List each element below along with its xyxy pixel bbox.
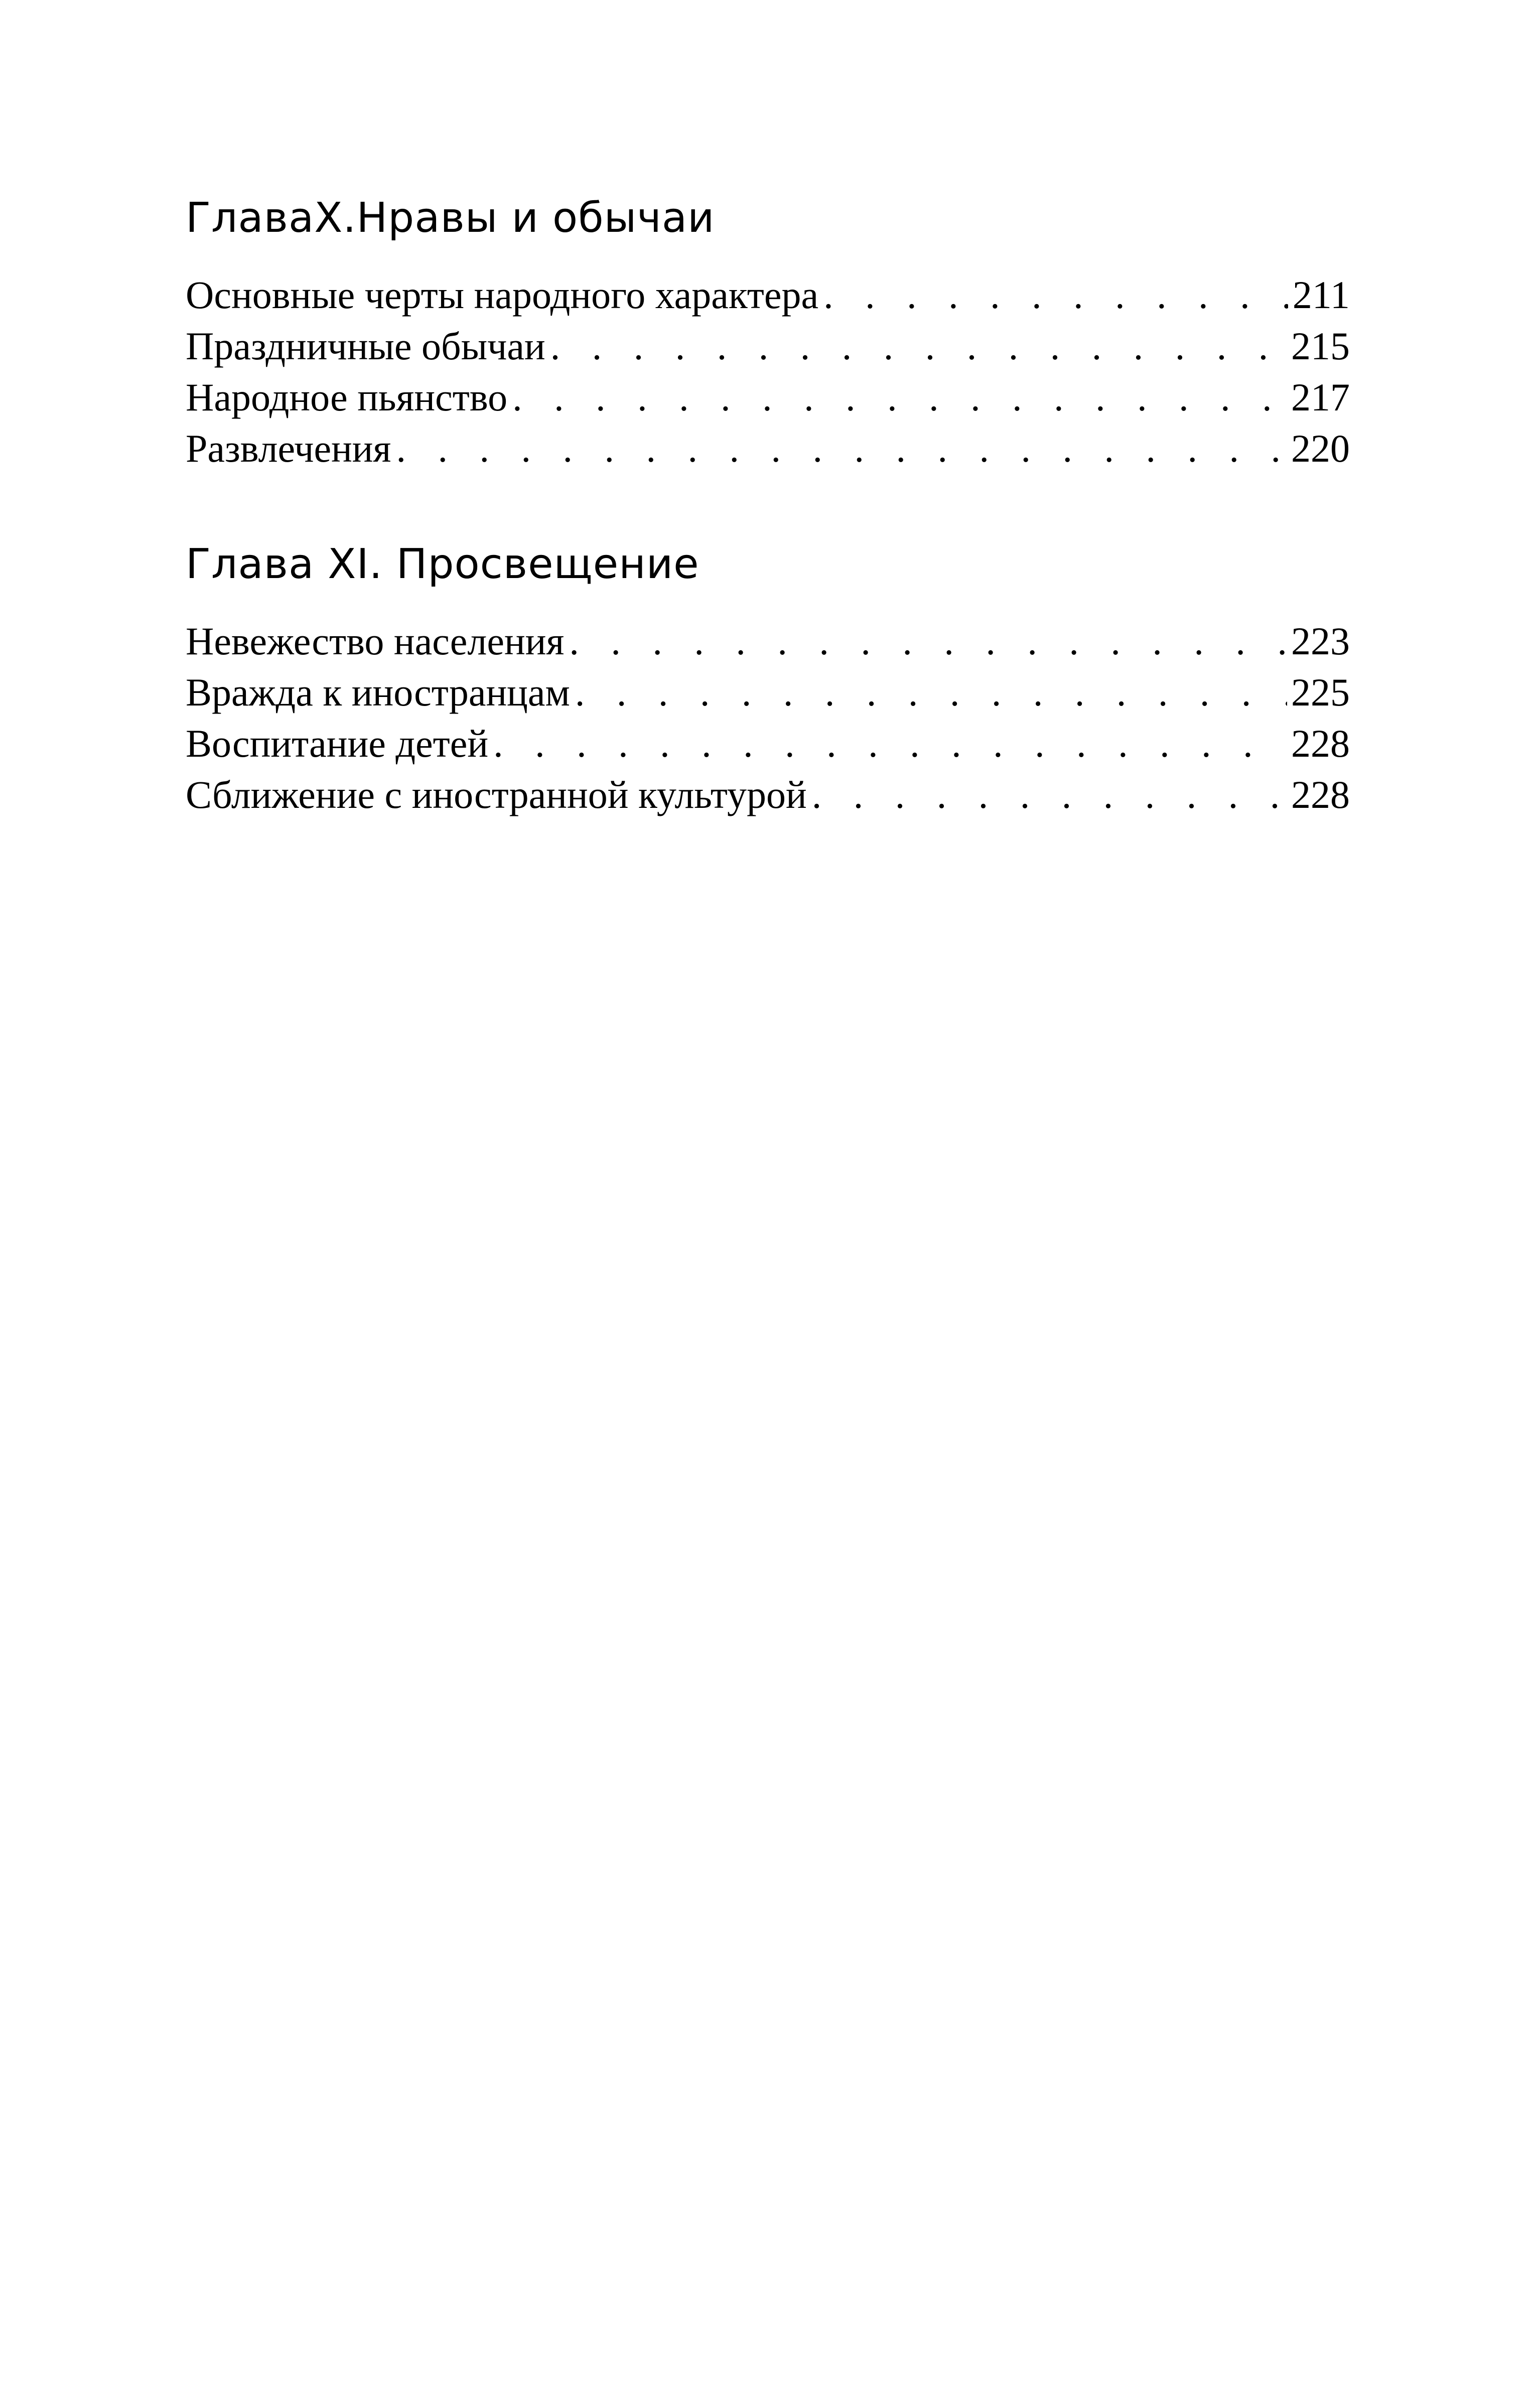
toc-entry-title: Основные черты народного характера xyxy=(186,273,819,317)
toc-entry-title: Вражда к иностранцам xyxy=(186,670,570,714)
toc-entry-title: Невежество населения xyxy=(186,619,565,663)
chapter-entries xyxy=(186,269,1350,474)
dot-leader xyxy=(569,616,1287,667)
toc-entry-title: Народное пьянство xyxy=(186,375,508,419)
toc-entry-page: 223 xyxy=(1291,619,1350,663)
dot-leader xyxy=(823,269,1288,321)
chapter-10 xyxy=(186,193,1350,474)
dot-leader xyxy=(550,321,1287,372)
dot-leader xyxy=(575,667,1287,718)
dot-leader xyxy=(493,718,1287,769)
toc-entry xyxy=(186,616,1350,667)
toc-entry-page: 220 xyxy=(1291,427,1350,470)
toc-entry-title: Развлечения xyxy=(186,427,391,470)
toc-entry-page: 217 xyxy=(1291,375,1350,419)
toc-entry-title: Воспитание детей xyxy=(186,722,489,765)
toc-entry-page: 228 xyxy=(1291,722,1350,765)
toc-entry-page: 225 xyxy=(1291,670,1350,714)
table-of-contents xyxy=(186,193,1350,886)
dot-leader xyxy=(812,769,1287,820)
toc-entry xyxy=(186,269,1350,321)
dot-leader xyxy=(396,423,1287,474)
toc-entry xyxy=(186,769,1350,820)
toc-entry-title: Сближение с иностранной культурой xyxy=(186,773,807,816)
toc-entry-title: Праздничные обычаи xyxy=(186,324,545,368)
toc-entry-page: 228 xyxy=(1291,773,1350,816)
toc-entry xyxy=(186,667,1350,718)
toc-entry xyxy=(186,423,1350,474)
chapter-title: Глава XI. Просвещение xyxy=(186,540,699,588)
dot-leader xyxy=(512,372,1287,423)
toc-entry-page: 215 xyxy=(1291,324,1350,368)
toc-entry xyxy=(186,372,1350,423)
toc-entry xyxy=(186,321,1350,372)
chapter-11 xyxy=(186,539,1350,820)
chapter-title: ГлаваX.Нравы и обычаи xyxy=(186,194,715,242)
toc-entry xyxy=(186,718,1350,769)
chapter-entries xyxy=(186,616,1350,820)
toc-entry-page: 211 xyxy=(1292,273,1350,317)
